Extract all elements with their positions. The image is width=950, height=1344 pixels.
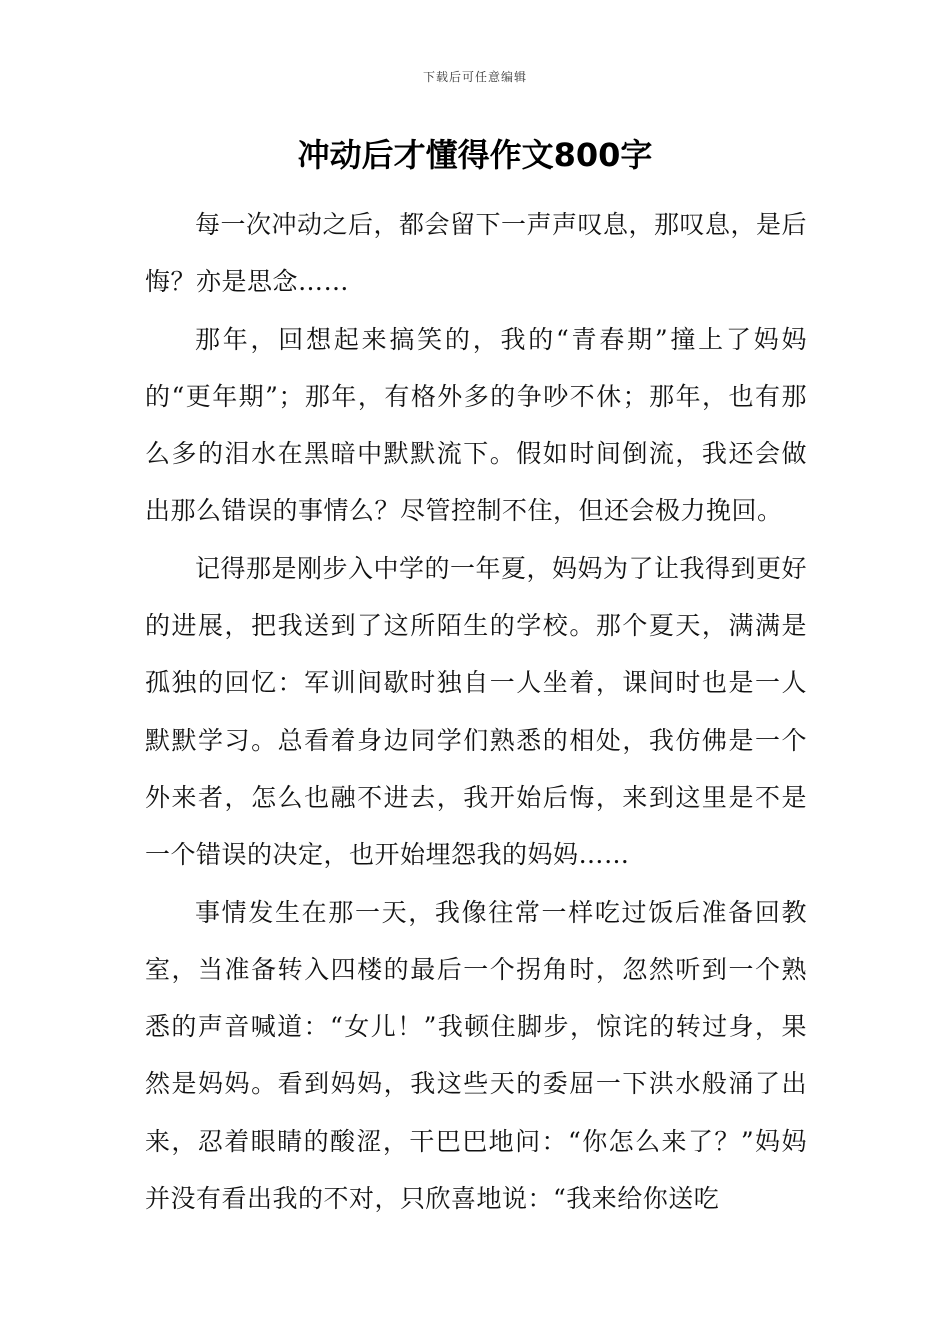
header-note: 下载后可任意编辑 xyxy=(422,70,527,84)
document-title: 冲动后才懂得作文800字 xyxy=(297,136,653,174)
document-body xyxy=(145,196,807,1227)
paragraph: 事情发生在那一天，我像往常一样吃过饭后准备回教室，当准备转入四楼的最后一个拐角时，忽然听到一个熟悉的声音喊道：“女儿！”我顿住脚步，惊诧的转过身，果然是妈妈。看到妈妈，我这些天的委屈一下洪水般涌了出来，忍着眼睛的酸涩，干巴巴地问：“你怎么来了？”妈妈并没有看出我的不对，只欣喜地说：“我来给你送吃 xyxy=(145,897,807,1214)
paragraph: 那年，回想起来搞笑的，我的“青春期”撞上了妈妈的“更年期”；那年，有格外多的争吵不休；那年，也有那么多的泪水在黑暗中默默流下。假如时间倒流，我还会做出那么错误的事情么？尽管控制不住，但还会极力挽回。 xyxy=(145,324,807,526)
paragraph: 记得那是刚步入中学的一年夏，妈妈为了让我得到更好的进展，把我送到了这所陌生的学校。那个夏天，满满是孤独的回忆：军训间歇时独自一人坐着，课间时也是一人默默学习。总看着身边同学们熟悉的相处，我仿佛是一个外来者，怎么也融不进去，我开始后悔，来到这里是不是一个错误的决定，也开始埋怨我的妈妈…… xyxy=(145,553,808,870)
paragraph: 每一次冲动之后，都会留下一声声叹息，那叹息，是后悔？亦是思念…… xyxy=(145,210,808,297)
